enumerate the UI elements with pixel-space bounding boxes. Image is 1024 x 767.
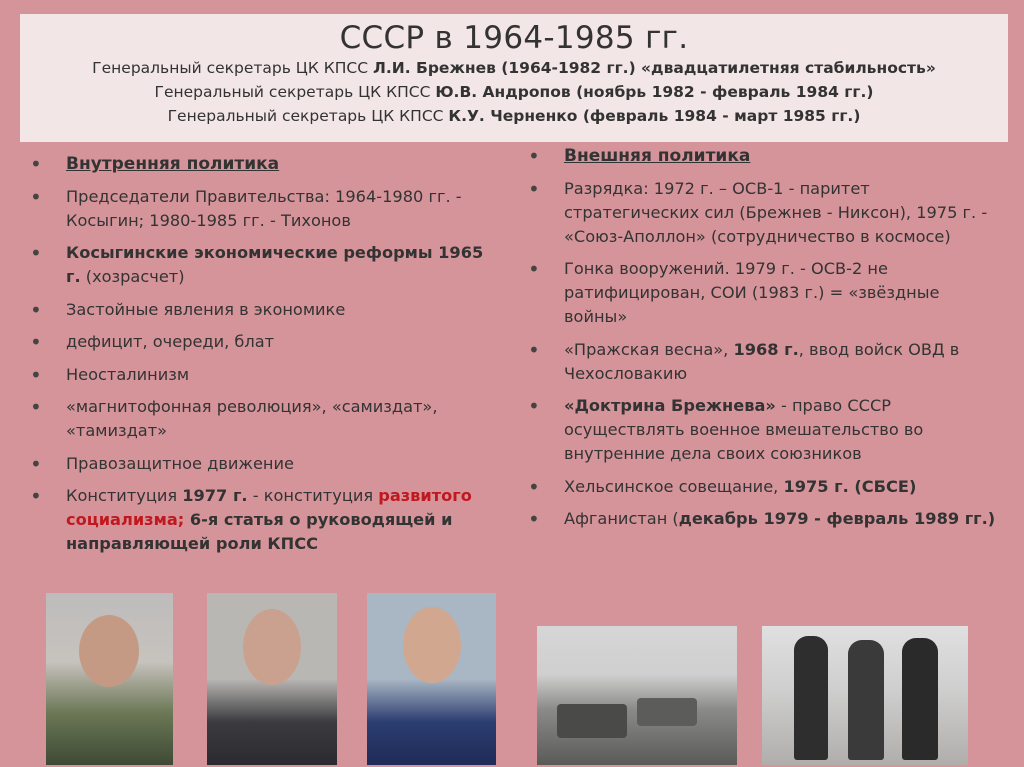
- tank-shape: [557, 704, 627, 738]
- person-figure: [902, 638, 938, 760]
- list-item: • дефицит, очереди, блат: [30, 330, 275, 354]
- list-item: • «Пражская весна», 1968 г., ввод войск ОВД в Чехословакию: [528, 337, 960, 383]
- list-item: • Внутренняя политика: [30, 152, 280, 176]
- list-item: • Гонка вооружений. 1979 г. - ОСВ-2 не ратифицирован, СОИ (1983 г.) = «звёздные войны»: [528, 257, 940, 326]
- list-item: • Косыгинские экономические реформы 1965 г. (хозрасчет): [30, 241, 484, 286]
- list-item: • Неосталинизм: [30, 362, 190, 387]
- tank-shape: [637, 698, 697, 726]
- secretary-line-brezhnev: Генеральный секретарь ЦК КПСС Л.И. Брежнев (1964-1982 гг.) «двадцатилетняя стабильность»: [92, 59, 936, 77]
- page-title: СССР в 1964-1985 гг.: [339, 20, 689, 56]
- portrait-face: [79, 615, 139, 687]
- list-item: • Застойные явления в экономике: [30, 297, 346, 322]
- list-item: • Председатели Правительства: 1964-1980 гг. - Косыгин; 1980-1985 гг. - Тихонов: [30, 184, 462, 230]
- domestic-policy-list: [30, 152, 500, 565]
- list-item: • Правозащитное движение: [30, 451, 294, 476]
- title-banner: [20, 14, 1008, 142]
- list-item: • «Доктрина Брежнева» - право СССР осуществлять военное вмешательство во внутренние дела своих союзников: [528, 394, 924, 463]
- list-item: • Конституция 1977 г. - конституция развитого социализма; 6-я статья о руководящей и направляющей роли КПСС: [30, 484, 472, 553]
- portrait-andropov: [207, 593, 337, 765]
- portrait-face: [403, 607, 461, 683]
- portrait-chernenko: [367, 593, 496, 765]
- domestic-heading: Внутренняя политика: [66, 154, 280, 174]
- foreign-policy-list: [528, 144, 998, 540]
- portrait-face: [243, 609, 301, 685]
- photo-tanks-afghanistan: [537, 626, 737, 765]
- list-item: • Разрядка: 1972 г. – ОСВ-1 - паритет стратегических сил (Брежнев - Никсон), 1975 г. - «Союз-Аполлон» (сотрудничество в космосе): [528, 176, 988, 246]
- secretary-line-chernenko: Генеральный секретарь ЦК КПСС К.У. Черненко (февраль 1984 - март 1985 гг.): [167, 107, 861, 125]
- foreign-heading: Внешняя политика: [564, 146, 751, 166]
- list-item: • Внешняя политика: [528, 144, 751, 168]
- photo-afghan-fighters: [762, 626, 968, 765]
- secretary-line-andropov: Генеральный секретарь ЦК КПСС Ю.В. Андропов (ноябрь 1982 - февраль 1984 гг.): [154, 83, 874, 101]
- list-item: • Хельсинское совещание, 1975 г. (СБСЕ): [528, 474, 917, 499]
- person-figure: [848, 640, 884, 760]
- list-item: • «магнитофонная революция», «самиздат», «тамиздат»: [30, 395, 438, 440]
- person-figure: [794, 636, 828, 760]
- list-item: • Афганистан (декабрь 1979 - февраль 1989 гг.): [528, 507, 996, 531]
- portrait-brezhnev: [46, 593, 173, 765]
